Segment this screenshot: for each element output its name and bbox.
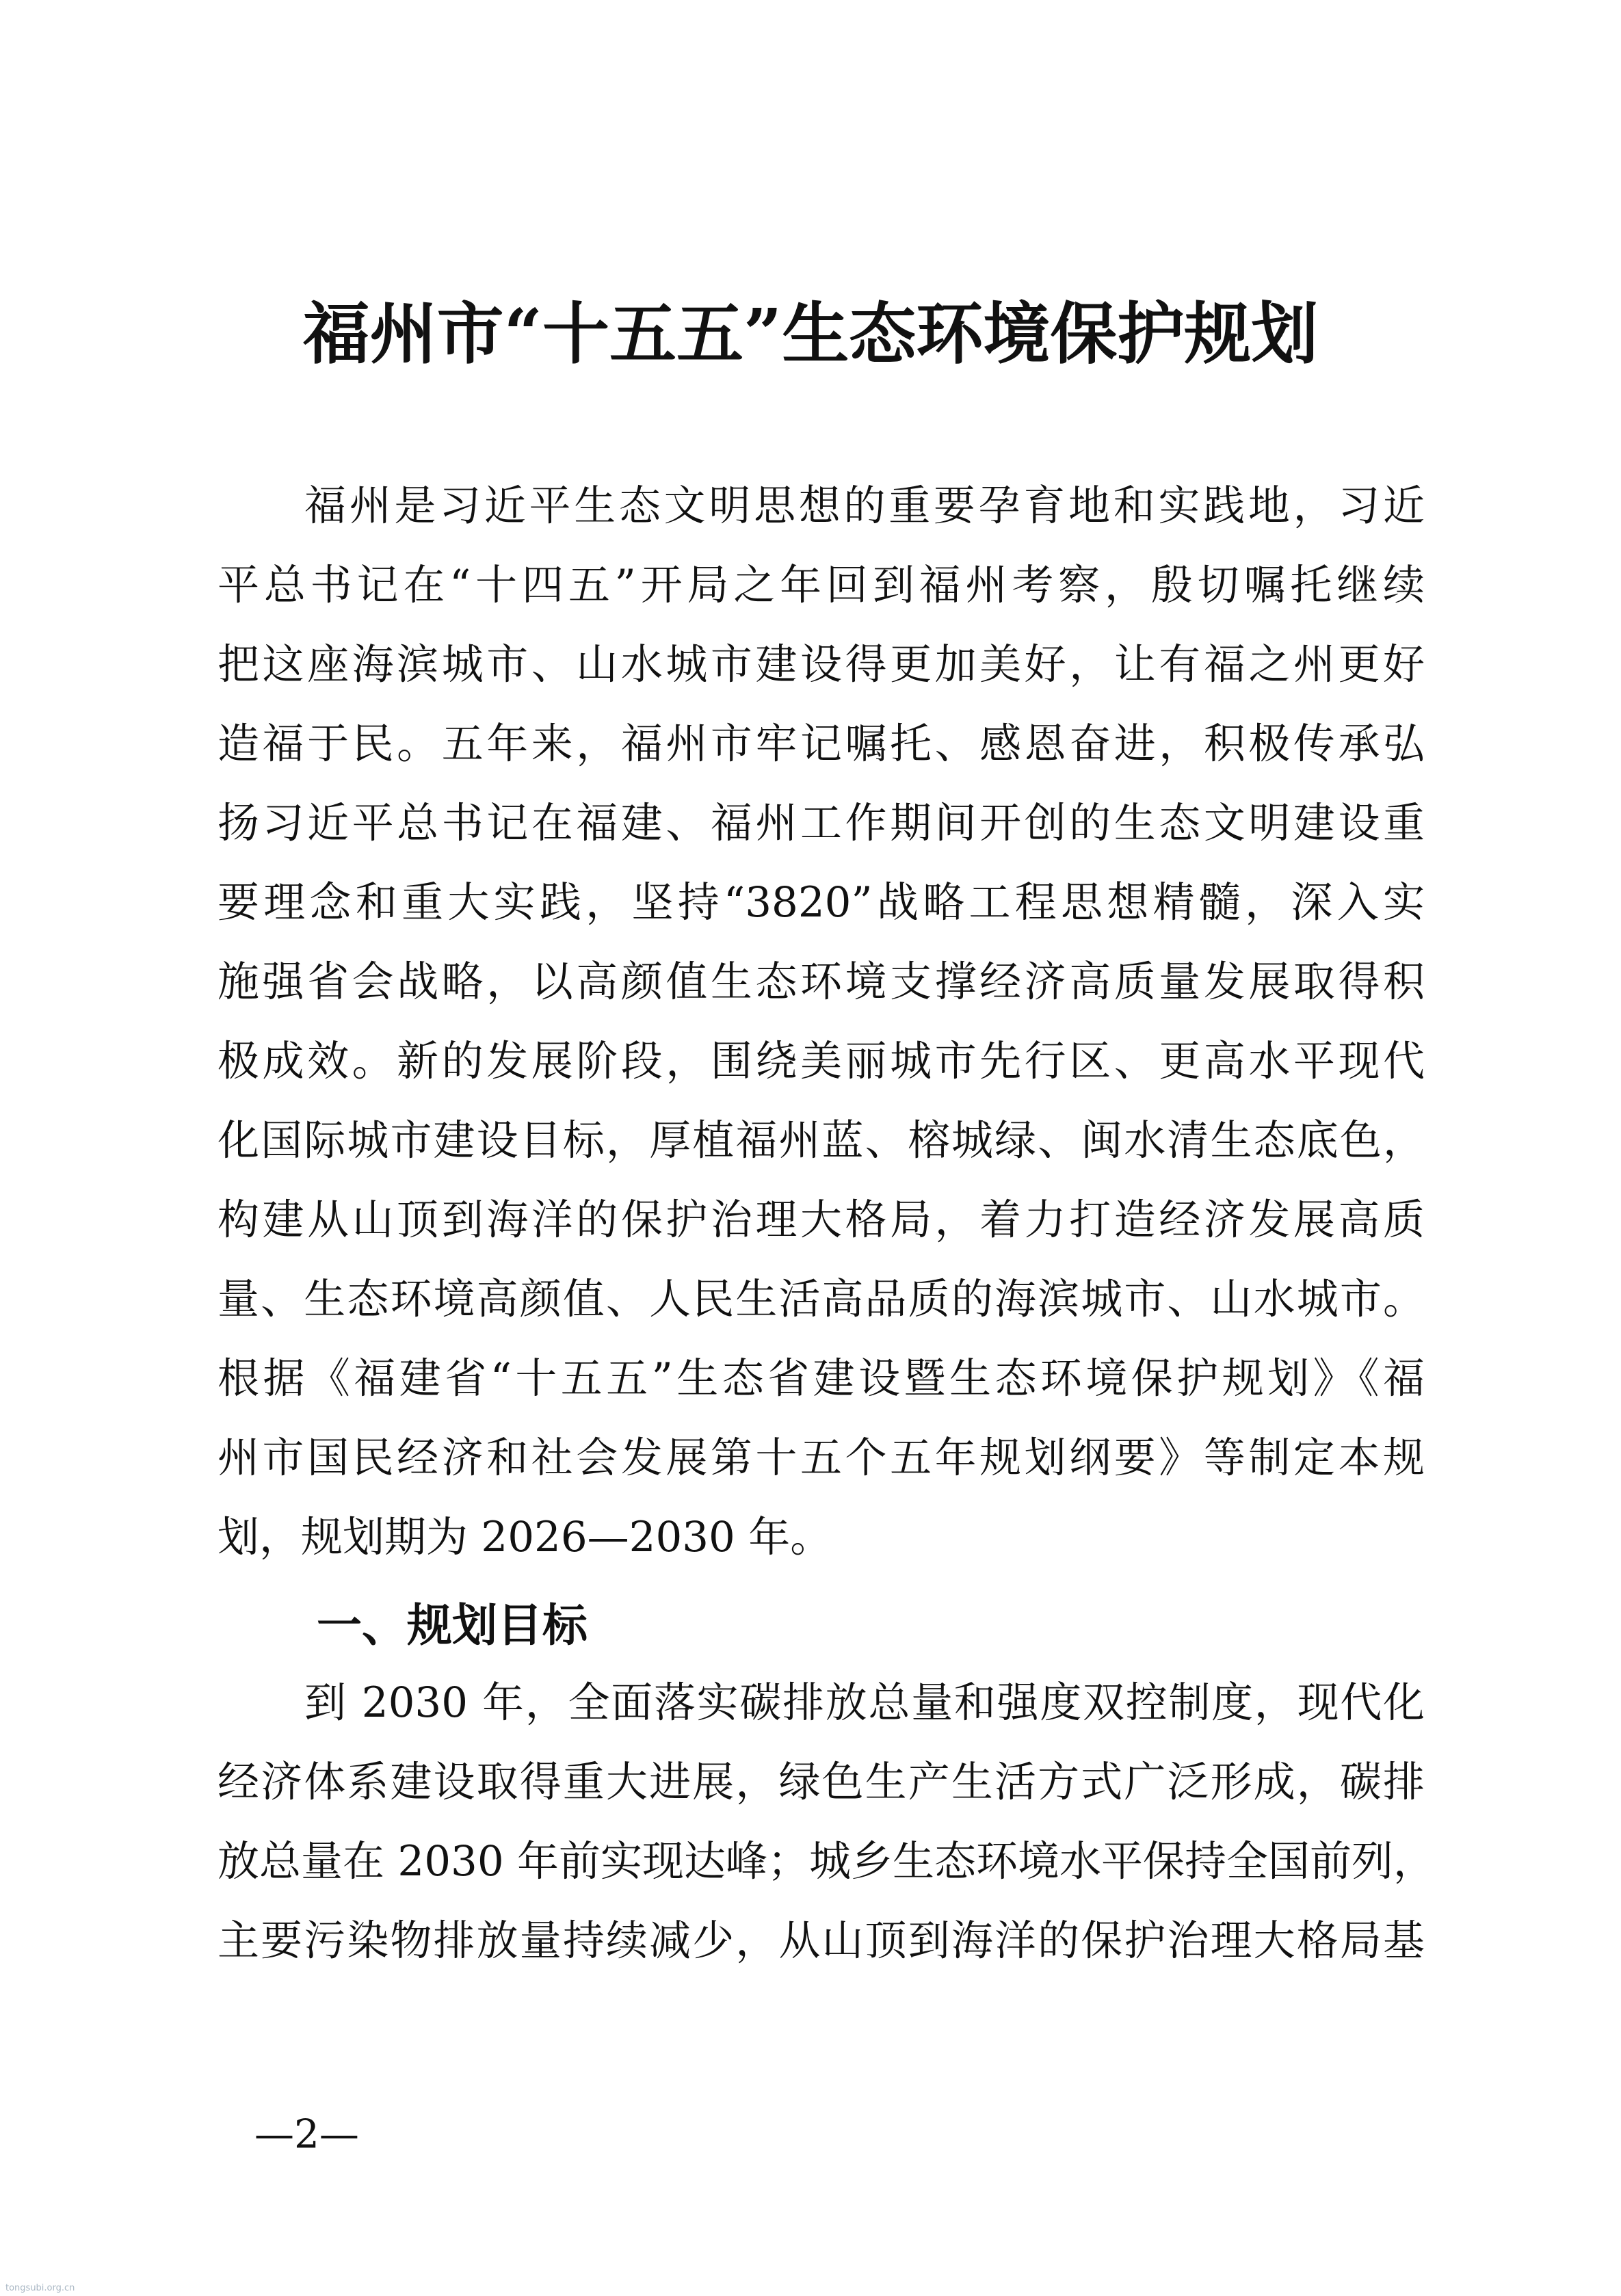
watermark: tongsubi.org.cn (5, 2283, 75, 2293)
paragraph-line: 构建从山顶到海洋的保护治理大格局，着力打造经济发展高质 (218, 1196, 1425, 1244)
paragraph-line: 扬习近平总书记在福建、福州工作期间开创的生态文明建设重 (218, 799, 1425, 847)
paragraph-line: 到 2030 年，全面落实碳排放总量和强度双控制度，现代化 (304, 1678, 1425, 1727)
paragraph-line: 要理念和重大实践，坚持“3820”战略工程思想精髓，深入实 (218, 878, 1425, 927)
paragraph-line: 划，规划期为 2026—2030 年。 (218, 1513, 832, 1561)
paragraph-line: 量、生态环境高颜值、人民生活高品质的海滨城市、山水城市。 (218, 1275, 1425, 1323)
paragraph-line: 放总量在 2030 年前实现达峰；城乡生态环境水平保持全国前列， (218, 1837, 1436, 1886)
paragraph-line: 极成效。新的发展阶段，围绕美丽城市先行区、更高水平现代 (218, 1037, 1425, 1085)
paragraph-line: 福州是习近平生态文明思想的重要孕育地和实践地，习近 (304, 481, 1425, 530)
paragraph-line: 施强省会战略，以高颜值生态环境支撑经济高质量发展取得积 (218, 958, 1425, 1006)
paragraph-line: 州市国民经济和社会发展第十五个五年规划纲要》等制定本规 (218, 1434, 1425, 1482)
section-heading: 一、规划目标 (317, 1599, 588, 1652)
paragraph-line: 平总书记在“十四五”开局之年回到福州考察，殷切嘱托继续 (218, 561, 1425, 609)
paragraph-line: 造福于民。五年来，福州市牢记嘱托、感恩奋进，积极传承弘 (218, 720, 1425, 768)
paragraph-line: 化国际城市建设目标，厚植福州蓝、榕城绿、闽水清生态底色， (218, 1116, 1425, 1165)
document-title: 福州市“十五五”生态环境保护规划 (302, 295, 1319, 373)
paragraph-line: 根据《福建省“十五五”生态省建设暨生态环境保护规划》《福 (218, 1354, 1425, 1403)
paragraph-line: 经济体系建设取得重大进展，绿色生产生活方式广泛形成，碳排 (218, 1758, 1425, 1806)
page-number: —2— (254, 2111, 359, 2157)
paragraph-line: 把这座海滨城市、山水城市建设得更加美好，让有福之州更好 (218, 640, 1425, 689)
paragraph-line: 主要污染物排放量持续减少，从山顶到海洋的保护治理大格局基 (218, 1916, 1425, 1965)
